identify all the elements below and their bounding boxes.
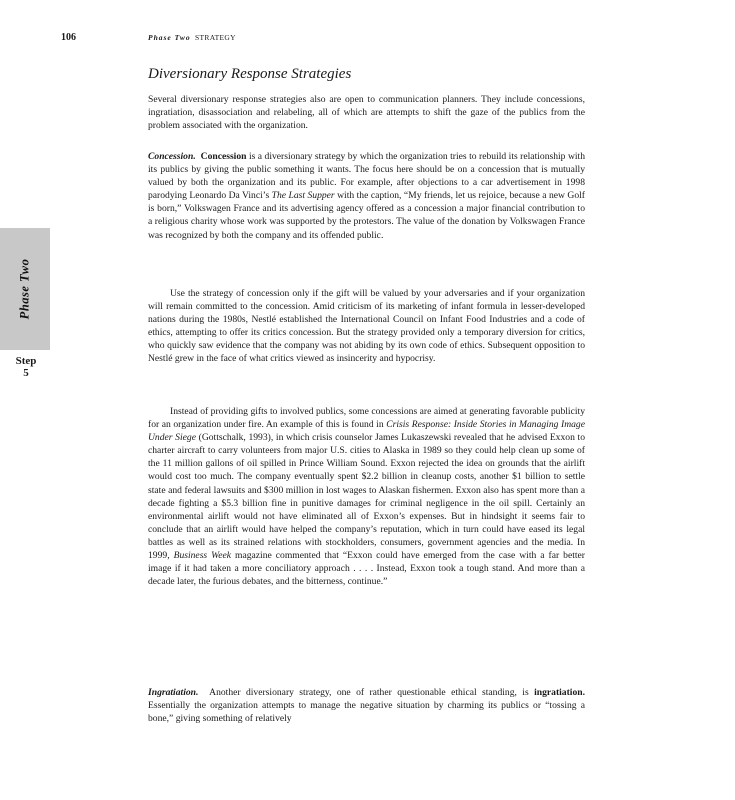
ingratiation-term: ingratiation.: [534, 687, 585, 698]
work-title-last-supper: The Last Supper: [271, 190, 335, 202]
concession-paragraph-1: [148, 150, 585, 242]
page-number: 106: [61, 32, 76, 43]
intro-paragraph: Several diversionary response strategies also are open to communication planners. They include concessions, ingratiation, disassociation and relabeling, all of which are attempts to shift the gaze of the publics from the problem associated with the organization.: [148, 94, 585, 132]
concession-p3-text-a: Instead of providing gifts to involved publics, some concessions are aimed at generating favorable publicity for an organization under fire. An example of this is found in: [148, 406, 585, 431]
magazine-title-business-week: Business Week: [173, 550, 232, 562]
ingratiation-paragraph: [148, 686, 585, 725]
concession-heading: Concession.: [148, 151, 196, 162]
book-title-crisis-response: Crisis Response: Inside Stories in Managing Image Under Siege: [148, 419, 585, 444]
running-head: [148, 33, 236, 42]
ingratiation-text-a: Another diversionary strategy, one of rather questionable ethical standing, is: [209, 687, 535, 698]
concession-paragraph-2: Use the strategy of concession only if the gift will be valued by your adversaries and if your organization will remain committed to the concession. Amid criticism of its marketing of infant formula in lesser-developed nations during the 1980s, Nestlé established the International Council on Infant Food Industries and a code of ethics, attempting to offer its critics concession. But the strategy provided only a temporary diversion for critics, who quickly saw evidence that the company was not abiding by its own code of ethics. Subsequent opposition to Nestlé grew in the face of what critics viewed as insincerity and hypocrisy.: [148, 288, 585, 365]
section-title: Diversionary Response Strategies: [148, 66, 352, 82]
concession-p3-text-b: (Gottschalk, 1993), in which crisis counselor James Lukaszewski revealed that he advised Exxon to charter aircraft to carry volunteers from major U.S. cities to Alaska in 1989 so they could help clean up some of the 11 million gallons of oil spilled in Prince William Sound. Exxon rejected the idea on grounds that the airlift would cost too much. The company eventually spent $2.2 billion in cleanup costs, another $1 billion to settle state and federal lawsuits and $300 million in lost wages to Alaskan fishermen. Exxon also has spent more than a decade fighting a $5.3 billion fine in punitive damages for criminal negligence in the oil spill. Certainly an environmental airlift would not have eliminated all of Exxon’s expenses. But in hindsight it seems fair to conclude that an airlift would have helped the company’s reputation, which in turn could have eased its legal battles as well as its strained relations with stockholders, consumers, government agencies and the media. In 1999,: [148, 432, 585, 562]
concession-p1-text-a: is a diversionary strategy by which the organization tries to rebuild its relationship with its publics by giving the public something it wants. The focus here should be on a concession that is mutually valued by both the organization and its public. For example, after objections to a car advertisement in 1998 parodying Leonardo Da Vinci’s: [148, 151, 585, 202]
ingratiation-heading: Ingratiation.: [148, 687, 199, 698]
step-label: [8, 355, 44, 379]
side-tab-phase-label: Phase Two: [17, 258, 32, 320]
step-number: 5: [23, 367, 29, 379]
phase-side-tab: [0, 228, 50, 350]
concession-term: Concession: [200, 151, 247, 162]
running-head-section: STRATEGY: [195, 33, 236, 42]
concession-paragraph-3: [148, 405, 585, 588]
concession-p1-text-b: with the caption, “My friends, let us rejoice, because a new Golf is born,” Volkswagen France and its advertising agency offered as a concession a major financial contribution to a religious charity whose work was supported by the protestors. The value of the donation by Volkswagen France was recognized by both the company and its offended public.: [148, 190, 586, 241]
concession-p3-text-c: magazine commented that “Exxon could have emerged from the case with a far better image if it had taken a more conciliatory approach . . . . Instead, Exxon took a tough stand. And more than a decade later, the furious debates, and the bitterness, continue.”: [148, 550, 585, 588]
running-head-phase: Phase Two: [148, 33, 191, 42]
ingratiation-text-b: Essentially the organization attempts to manage the negative situation by charming its publics or “tossing a bone,” giving something of relatively: [148, 700, 585, 725]
step-word: Step: [15, 355, 37, 367]
